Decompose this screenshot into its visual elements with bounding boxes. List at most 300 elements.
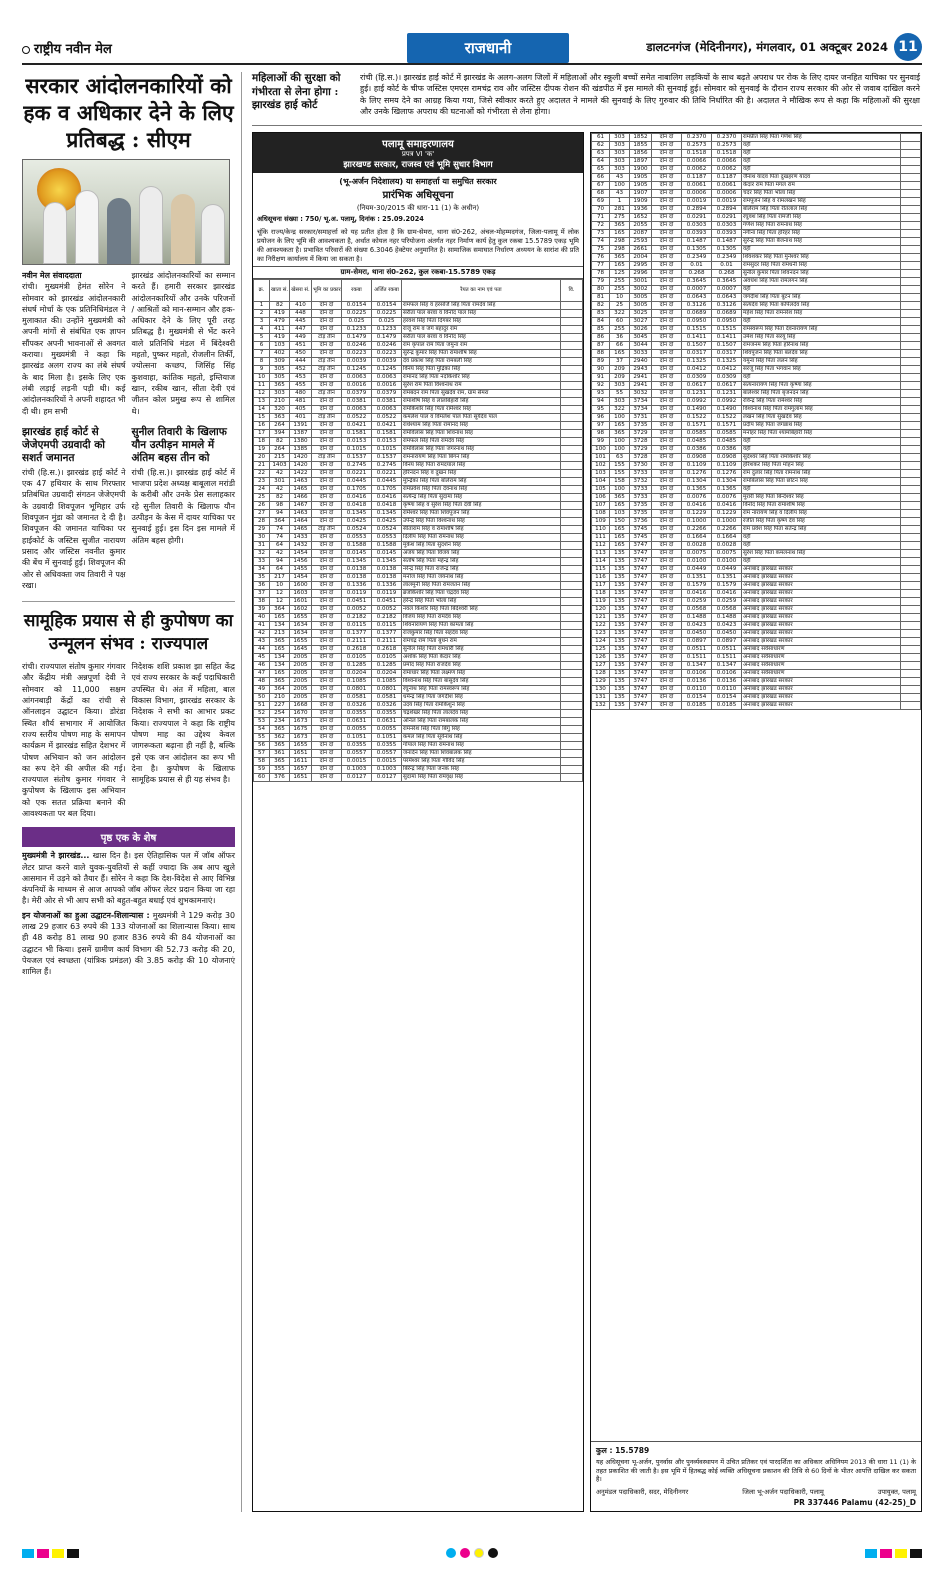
table-cell: 65	[592, 166, 610, 174]
table-cell: दोन दो	[312, 485, 342, 493]
table-cell: 165	[610, 230, 630, 238]
table-cell: 303	[610, 150, 630, 158]
table-cell: 0.2182	[372, 613, 402, 621]
table-cell: दोन दो	[652, 406, 682, 414]
table-cell: 0.0153	[342, 437, 372, 445]
table-cell: दोन दो	[652, 366, 682, 374]
table-cell: 103	[270, 341, 290, 349]
table-row	[592, 478, 921, 486]
table-cell: 0.1085	[342, 677, 372, 685]
table-row	[592, 702, 921, 710]
table-row	[254, 765, 583, 773]
table-cell	[901, 302, 921, 310]
table-row	[592, 278, 921, 286]
person-figure	[107, 198, 131, 264]
table-row	[592, 150, 921, 158]
table-cell: 22	[254, 469, 270, 477]
table-cell: दोन दो	[652, 446, 682, 454]
table-cell: 0.0055	[372, 725, 402, 733]
table-cell: 10	[254, 373, 270, 381]
table-cell: राम कृपाल राम पिता जमुना राम	[402, 341, 561, 349]
table-row	[254, 421, 583, 429]
byline: नवीन मेल संवाददाता	[22, 271, 82, 280]
table-row	[254, 573, 583, 581]
table-row	[592, 310, 921, 318]
table-cell: 0.1305	[682, 246, 712, 254]
table-cell: 1897	[630, 158, 652, 166]
table-cell	[561, 317, 583, 325]
table-cell: 0.0028	[712, 542, 742, 550]
table-cell: 1380	[290, 437, 312, 445]
table-cell: 0.3645	[712, 278, 742, 286]
table-cell: 115	[592, 566, 610, 574]
column-header: रैयत का नाम एवं पता	[402, 279, 561, 301]
table-cell: 0.1365	[712, 486, 742, 494]
table-cell: 3745	[630, 534, 652, 542]
table-cell: रामसुंदर सिंह पिता रामधनी सिंह	[742, 262, 901, 270]
table-row	[592, 142, 921, 150]
table-cell: दोन दो	[652, 150, 682, 158]
table-cell: दोन दो	[652, 422, 682, 430]
table-cell: 0.0643	[682, 294, 712, 302]
table-cell	[561, 525, 583, 533]
table-cell: 0.0425	[372, 517, 402, 525]
table-cell: अनाबाद झारखंड सरकार	[742, 606, 901, 614]
table-cell: 42	[270, 549, 290, 557]
table-cell: 0.2894	[712, 206, 742, 214]
table-row	[592, 558, 921, 566]
yellow-swatch	[52, 1549, 64, 1558]
table-cell: 0.1276	[712, 470, 742, 478]
table-cell: दोन दो	[652, 286, 682, 294]
table-cell	[901, 270, 921, 278]
table-cell: 43	[610, 190, 630, 198]
table-cell: 0.0063	[342, 405, 372, 413]
table-cell: 0.0416	[712, 502, 742, 510]
table-cell: 3747	[630, 702, 652, 710]
table-cell: 365	[270, 725, 290, 733]
table-cell: वही	[742, 446, 901, 454]
table-cell: 0.0223	[342, 349, 372, 357]
table-cell: 135	[610, 606, 630, 614]
table-cell	[901, 558, 921, 566]
table-row	[592, 254, 921, 262]
table-cell: दोन दो	[652, 510, 682, 518]
table-cell: 3001	[630, 278, 652, 286]
table-cell: 0.0416	[712, 590, 742, 598]
table-cell: दोन दो	[652, 478, 682, 486]
table-cell: 0.1581	[372, 429, 402, 437]
table-cell: 0.0015	[342, 757, 372, 765]
table-cell: दोन दो	[312, 581, 342, 589]
table-cell: कृष्णा सिंह व सुरेश सिंह पिता देवी सिंह	[402, 501, 561, 509]
table-row	[254, 613, 583, 621]
table-cell: प्रमोद सिंह पिता राजदेव सिंह	[402, 661, 561, 669]
table-cell: 155	[610, 470, 630, 478]
table-cell: दोन दो	[652, 518, 682, 526]
table-cell: 445	[290, 317, 312, 325]
table-row	[592, 294, 921, 302]
land-table-1	[253, 279, 583, 782]
table-cell: 0.0136	[712, 678, 742, 686]
table-cell: 0.0511	[712, 646, 742, 654]
table-cell: 0.0631	[372, 717, 402, 725]
table-cell: 94	[592, 398, 610, 406]
table-cell: 1657	[290, 765, 312, 773]
table-cell: 0.0421	[372, 421, 402, 429]
table-cell: रामाशीष सिंह व लालबिहारी सिंह	[402, 397, 561, 405]
table-cell: 234	[270, 717, 290, 725]
lead-col-2: झारखंड आंदोलनकारियों का सम्मान करते हैं। हमारी सरकार झारखंड आंदोलनकारियों और उनके परिजनों / आश्रितों को मान-सम्मान और हक-अधिकार देने के लिए पूरी तरह प्रतिबद्ध है। मुख्यमंत्री से भेंट करने वाले प्रतिनिधि मंडल में बिंदेश्वरी महतो, पुष्कर महतो, रोजलीन तिर्की, ज्योत्सना कच्छप, जिसिंह सिंह कुशवाहा, कांतिक महतो, इम्तियाज खान, रकीब खान, सीता देवी एवं जीतन कोल प्रमुख रूप से शामिल थे।	[131, 271, 235, 416]
brand-name	[22, 39, 112, 57]
table-row	[254, 325, 583, 333]
table-row	[592, 342, 921, 350]
table-cell: 40	[254, 613, 270, 621]
table-cell: रंजीत सिंह पिता कृष्ण देव सिंह	[742, 518, 901, 526]
table-cell: 14	[254, 405, 270, 413]
table-cell: 135	[610, 566, 630, 574]
table-cell: 165	[610, 262, 630, 270]
table-cell: 135	[610, 686, 630, 694]
table-cell: 1855	[630, 142, 652, 150]
table-cell: राम प्रवेश सिंह पिता सतेन्द्र सिंह	[742, 526, 901, 534]
table-cell: 1432	[290, 541, 312, 549]
table-cell: 69	[592, 198, 610, 206]
table-cell	[561, 741, 583, 749]
table-cell: दोन दो	[652, 390, 682, 398]
table-cell: 0.0643	[712, 294, 742, 302]
table-cell: लखन सिंह पिता सुखदेव सिंह	[742, 414, 901, 422]
table-cell: दोन दो	[312, 589, 342, 597]
table-cell: 28	[254, 517, 270, 525]
table-cell: दोन दो	[652, 654, 682, 662]
table-cell: 1651	[290, 749, 312, 757]
table-cell: दोन दो	[652, 166, 682, 174]
table-cell: दोन दो	[312, 509, 342, 517]
table-cell: 1856	[630, 150, 652, 158]
table-cell: 0.0581	[342, 693, 372, 701]
table-cell: 0.1515	[682, 326, 712, 334]
table-cell	[901, 262, 921, 270]
table-cell: 0.0221	[342, 469, 372, 477]
table-cell: 0.1705	[342, 485, 372, 493]
table-cell	[901, 310, 921, 318]
table-cell: 42	[254, 629, 270, 637]
table-cell: 3733	[630, 486, 652, 494]
notice-caption: ग्राम-सेमरा, थाना सं0-262, कुल रकबा-15.5789 एकड़	[253, 266, 583, 279]
table-cell: 303	[610, 382, 630, 390]
table-cell: 0.1015	[342, 445, 372, 453]
table-cell: 479	[270, 317, 290, 325]
table-cell: 0.1377	[342, 629, 372, 637]
table-cell: देव प्रकाश सिंह पिता रामबली सिंह	[402, 357, 561, 365]
table-cell: 303	[610, 142, 630, 150]
table-cell: 100	[610, 182, 630, 190]
table-row	[592, 222, 921, 230]
table-cell: 0.0115	[372, 621, 402, 629]
table-cell	[901, 318, 921, 326]
continued-2-text: मुख्यमंत्री ने 129 करोड़ 30 लाख 29 हजार 63 रुपये की 133 योजनाओं का शिलान्यास किया। साथ ही 48 करोड़ 81 लाख 90 हजार 836 रुपये की 84 योजनाओं का उद्घाटन भी किया। इसमें ग्रामीण कार्य विभाग की 52.73 करोड़ की 20, पेयजल एवं स्वच्छता (यांत्रिक प्रमंडल) की 3.85 करोड़ की 10 योजनाएं शामिल हैं।	[22, 910, 235, 977]
table-cell: रामपूजन सिंह व रामलखन सिंह	[742, 198, 901, 206]
table-cell: 3002	[630, 286, 652, 294]
table-cell: 134	[270, 661, 290, 669]
table-cell: 365	[270, 381, 290, 389]
table-cell: 3733	[630, 470, 652, 478]
table-cell: 0.0386	[712, 446, 742, 454]
table-cell: मनोज सिंह पिता जयनाथ सिंह	[402, 573, 561, 581]
table-cell	[561, 485, 583, 493]
table-cell	[901, 550, 921, 558]
table-cell: 111	[592, 534, 610, 542]
table-cell: 41	[254, 621, 270, 629]
table-cell	[561, 597, 583, 605]
table-cell: अनाबाद झारखंड सरकार	[742, 574, 901, 582]
table-cell	[901, 286, 921, 294]
table-cell	[561, 501, 583, 509]
table-cell	[901, 590, 921, 598]
table-cell: 3032	[630, 390, 652, 398]
table-cell: 0.0066	[712, 158, 742, 166]
table-cell: अनाबाद झारखंड सरकार	[742, 630, 901, 638]
table-cell: 5	[254, 333, 270, 341]
table-row	[254, 717, 583, 725]
table-cell: 165	[610, 534, 630, 542]
table-cell: दोन दो	[652, 550, 682, 558]
table-cell: 3747	[630, 638, 652, 646]
continued-1	[22, 850, 235, 906]
table-cell	[561, 517, 583, 525]
table-cell: 210	[270, 693, 290, 701]
table-cell	[561, 461, 583, 469]
table-cell: 0.1537	[372, 453, 402, 461]
brief-2-text: रांची (हि.स.)। झारखंड हाई कोर्ट में भाजपा प्रदेश अध्यक्ष बाबूलाल मरांडी के करीबी और उनके प्रेस सलाहकार रहे सुनील तिवारी के खिलाफ यौन उत्पीड़न के केस में दायर याचिका पर सुनवाई हुई। इस दिन इस मामले में अंतिम बहस होगी।	[131, 467, 235, 545]
table-cell: 0.0303	[682, 222, 712, 230]
table-cell: राम नारायण सिंह व दिलीप सिंह	[742, 510, 901, 518]
table-cell: 43	[254, 637, 270, 645]
table-cell: 453	[290, 373, 312, 381]
table-cell: 0.1085	[372, 677, 402, 685]
table-cell: 12	[270, 597, 290, 605]
table-cell: दोन दो	[652, 678, 682, 686]
continued-1-title: मुख्यमंत्री ने झारखंड...	[22, 851, 90, 861]
table-cell: 1466	[290, 493, 312, 501]
table-cell: 77	[592, 262, 610, 270]
table-cell: दोन दो	[312, 469, 342, 477]
table-cell: 52	[254, 709, 270, 717]
table-cell: रामप्रवेश सिंह पिता देवनाथ सिंह	[402, 485, 561, 493]
table-cell: 74	[592, 238, 610, 246]
table-cell: अनाबाद झारखंड सरकार	[742, 566, 901, 574]
table-cell: 305	[270, 365, 290, 373]
table-cell: 158	[610, 478, 630, 486]
brief-1	[22, 422, 126, 591]
table-cell: 364	[270, 517, 290, 525]
table-cell: रामानंद सिंह पिता नंदकिशोर सिंह	[402, 373, 561, 381]
table-cell: दोन दो	[312, 701, 342, 709]
table-cell: 134	[270, 621, 290, 629]
table-cell: रामनरेश सिंह पिता बिगु सिंह	[402, 725, 561, 733]
table-cell: 0.0145	[372, 549, 402, 557]
table-row	[254, 373, 583, 381]
table-cell: 86	[592, 334, 610, 342]
table-cell: 0.1285	[372, 661, 402, 669]
table-cell	[561, 493, 583, 501]
table-cell: दोन दो	[312, 725, 342, 733]
table-cell: 0.0553	[372, 533, 402, 541]
table-cell: 78	[592, 270, 610, 278]
table-cell: 97	[592, 422, 610, 430]
table-cell: 55	[254, 733, 270, 741]
table-cell: 0.0106	[712, 670, 742, 678]
table-cell: 0.0136	[682, 678, 712, 686]
table-cell: 76	[592, 254, 610, 262]
table-row	[254, 389, 583, 397]
table-cell: 0.0449	[712, 566, 742, 574]
table-cell: 98	[592, 430, 610, 438]
table-cell	[901, 342, 921, 350]
table-cell: 0.0039	[342, 357, 372, 365]
table-cell: 3729	[630, 430, 652, 438]
black-swatch	[67, 1549, 79, 1558]
table-row	[254, 301, 583, 309]
table-cell: 127	[592, 662, 610, 670]
table-cell: हरिनंदन सिंह व दुखन सिंह	[402, 469, 561, 477]
table-cell	[561, 301, 583, 309]
table-cell	[901, 150, 921, 158]
table-cell: 0.1245	[372, 365, 402, 373]
table-cell: 365	[610, 494, 630, 502]
table-cell: दोन दो	[312, 445, 342, 453]
table-row	[592, 454, 921, 462]
table-cell: 4	[254, 325, 270, 333]
table-cell: 0.0801	[342, 685, 372, 693]
continued-1-text: खास दिन है। इस ऐतिहासिक पल में जॉब ऑफर लेटर प्राप्त करने वाले युवक-युवतियों से कहीं ज्यादा कि अब आप खुले आसमान में उड़ने को तैयार हैं। सोरेन ने कहा कि देश-विदेश से आए विभिन्न कंपनियों के माध्यम से आज आपको जॉब ऑफर लेटर प्रदान किया जा रहा है। मेरी ओर से भी आप सभी को बहुत-बहुत बधाई एवं शुभकामनाएं।	[22, 851, 235, 906]
table-cell: दोन दो	[312, 637, 342, 645]
table-cell: 150	[610, 518, 630, 526]
table-cell: 0.0145	[342, 549, 372, 557]
table-cell: 12	[270, 589, 290, 597]
table-cell: 1670	[290, 709, 312, 717]
table-cell: अनाबाद झारखंड सरकार	[742, 622, 901, 630]
court-news-headline: महिलाओं की सुरक्षा को गंभीरता से लेना होगा : झारखंड हाई कोर्ट	[252, 72, 341, 111]
table-cell: दोन दो	[312, 765, 342, 773]
table-cell: 3733	[630, 494, 652, 502]
table-cell	[901, 374, 921, 382]
table-cell	[901, 486, 921, 494]
table-cell	[901, 622, 921, 630]
table-cell: 0.2745	[342, 461, 372, 469]
table-cell	[901, 358, 921, 366]
table-cell: रामजनम सिंह पिता हरिनाथ सिंह	[742, 342, 901, 350]
color-swatches-right	[865, 1549, 922, 1558]
table-cell	[901, 670, 921, 678]
table-cell: दोन दो	[652, 302, 682, 310]
table-cell: 1852	[630, 134, 652, 142]
table-cell: 1655	[290, 637, 312, 645]
table-cell: 0.0317	[682, 350, 712, 358]
table-cell	[901, 462, 921, 470]
table-cell: रामेश्वर सिंह पिता शिवपूजन सिंह	[402, 509, 561, 517]
table-cell: 0.1109	[712, 462, 742, 470]
table-cell: दोन दो	[652, 598, 682, 606]
table-cell: दोन दो	[652, 278, 682, 286]
table-cell: 0.2349	[682, 254, 712, 262]
table-cell: 419	[270, 309, 290, 317]
table-cell: वही	[742, 486, 901, 494]
table-cell: 23	[254, 477, 270, 485]
table-row	[592, 598, 921, 606]
table-cell: दोन दो	[652, 494, 682, 502]
table-row	[254, 733, 583, 741]
table-cell: 0.0801	[372, 685, 402, 693]
table-cell	[901, 222, 921, 230]
magenta-dot	[460, 1548, 470, 1558]
table-cell: 0.0259	[682, 598, 712, 606]
yellow-swatch	[895, 1549, 907, 1558]
table-cell	[901, 502, 921, 510]
table-cell: 0.0019	[712, 198, 742, 206]
table-row	[592, 638, 921, 646]
table-row	[254, 349, 583, 357]
table-row	[592, 686, 921, 694]
story4-headline: सामूहिक प्रयास से ही कुपोषण का उन्मूलन संभव : राज्यपाल	[22, 601, 235, 656]
table-cell: 1463	[290, 477, 312, 485]
table-cell: रामबिलास सिंह पिता छोटन सिंह	[742, 478, 901, 486]
table-row	[592, 214, 921, 222]
table-cell: 100	[610, 486, 630, 494]
table-cell: रामाधार सिंह पिता लक्ष्मण सिंह	[402, 669, 561, 677]
signatures	[596, 1488, 916, 1496]
table-cell: दोन दो	[652, 558, 682, 566]
table-row	[254, 557, 583, 565]
table-row	[254, 525, 583, 533]
table-cell: दोन दो	[652, 670, 682, 678]
table-cell	[901, 662, 921, 670]
table-cell: 1673	[290, 733, 312, 741]
column-header: भूमि का प्रकार	[312, 279, 342, 301]
table-cell: 135	[610, 702, 630, 710]
table-row	[592, 518, 921, 526]
table-cell	[901, 654, 921, 662]
table-cell: 33	[254, 557, 270, 565]
notice-form: प्रपत्र VI 'क'	[401, 150, 435, 158]
table-cell: 72	[592, 222, 610, 230]
page-number: 11	[894, 33, 922, 61]
table-cell	[561, 573, 583, 581]
table-cell	[901, 438, 921, 446]
table-cell: दोन दो	[652, 430, 682, 438]
table-cell: 303	[610, 398, 630, 406]
table-cell	[901, 478, 921, 486]
table-row	[254, 741, 583, 749]
table-cell: दोन दो	[312, 605, 342, 613]
table-cell: रामस्वरूप सिंह पिता देवनारायण सिंह	[742, 326, 901, 334]
table-cell: 70	[592, 206, 610, 214]
table-cell: 1611	[290, 757, 312, 765]
table-cell	[561, 453, 583, 461]
table-cell: दोन दो	[312, 645, 342, 653]
table-cell: 298	[610, 246, 630, 254]
table-cell	[901, 214, 921, 222]
table-cell	[561, 421, 583, 429]
table-cell: 57	[254, 749, 270, 757]
table-cell: 0.1522	[682, 414, 712, 422]
table-row	[254, 693, 583, 701]
table-cell: हरवंश सिंह पिता दिगंबर सिंह	[402, 317, 561, 325]
table-cell: 0.0412	[682, 366, 712, 374]
table-cell: 0.0418	[342, 501, 372, 509]
table-cell: दोन दो	[652, 294, 682, 302]
